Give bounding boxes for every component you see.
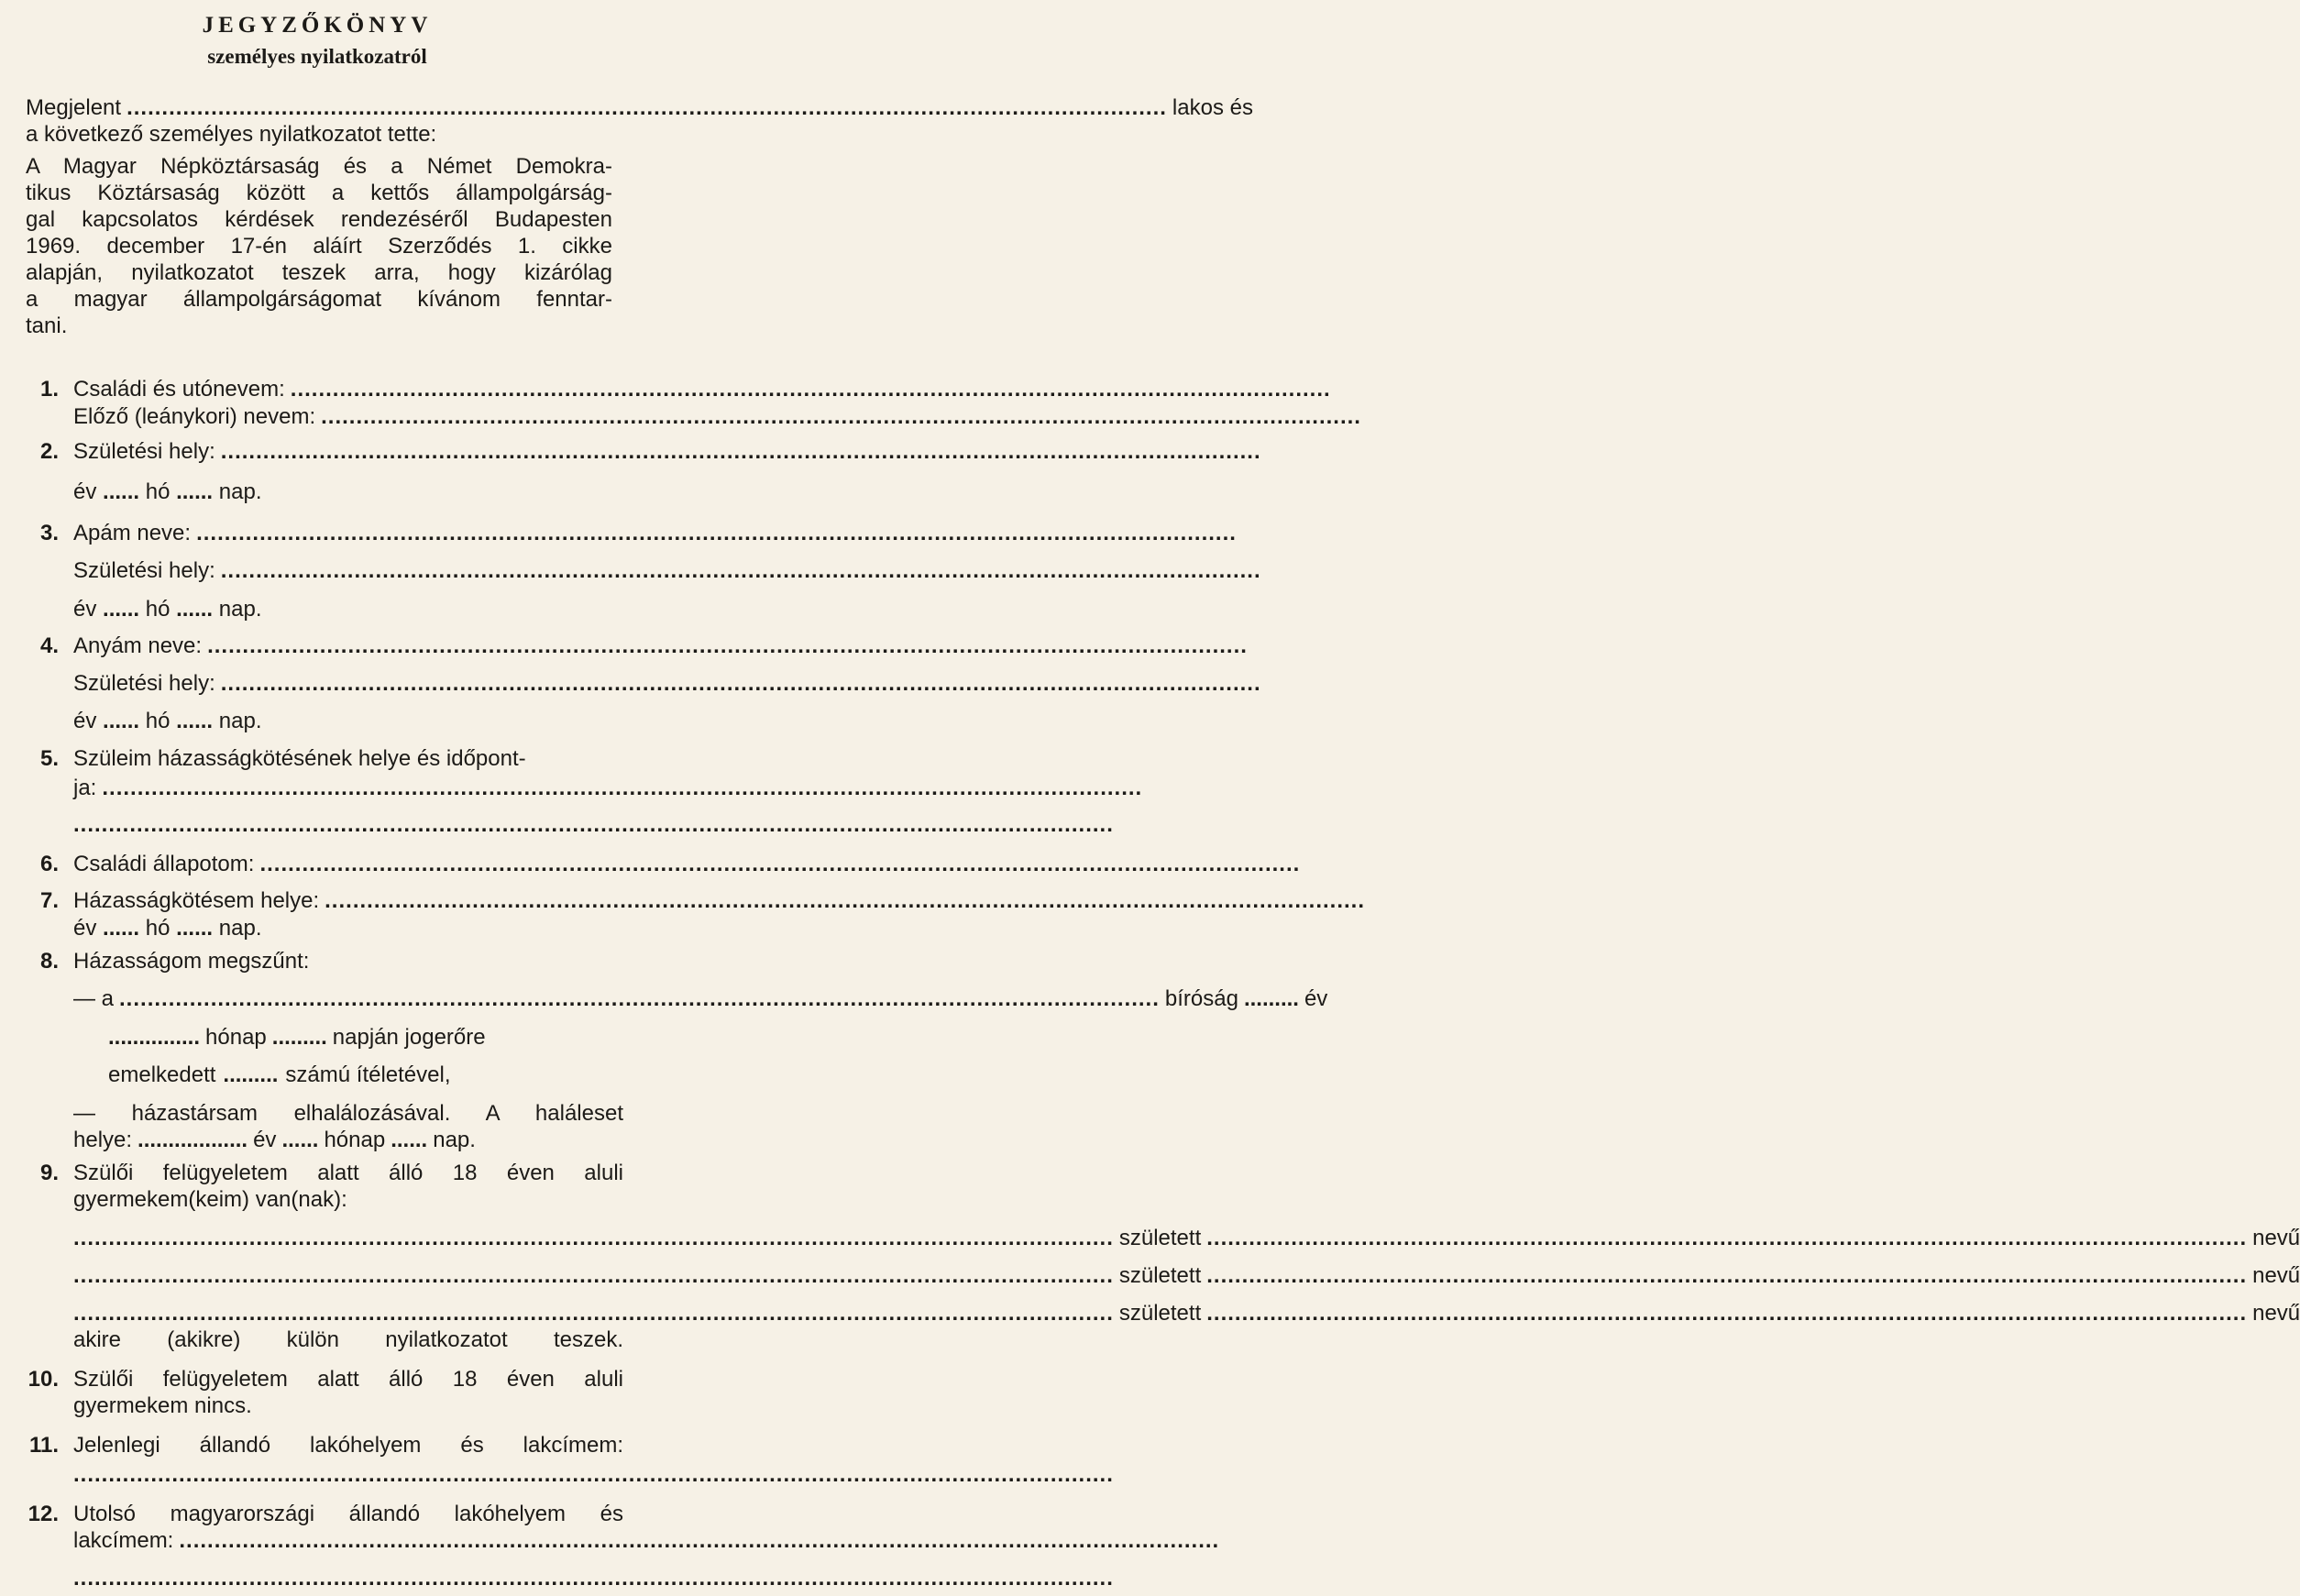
born-label: született <box>1118 1226 1202 1250</box>
child-row-1 <box>73 1225 2300 1252</box>
item-11-line-b <box>73 1461 1114 1489</box>
item-10-line-b: gyermekem nincs. <box>73 1393 252 1418</box>
item-number-2: 2. <box>39 439 59 464</box>
court-field[interactable]: .................................................................................................................................................... <box>119 986 1160 1011</box>
year-label: év <box>73 597 97 622</box>
item-7-line-a <box>73 887 1365 915</box>
parents-marriage-field-2[interactable]: .................................................................................................................................................... <box>73 812 1114 837</box>
child-born-field-3[interactable]: .................................................................................................................................................... <box>1206 1301 2248 1326</box>
intro-line-1 <box>26 94 1253 122</box>
item-number-6: 6. <box>39 852 59 876</box>
death-place-field[interactable]: .................. <box>138 1128 248 1152</box>
document-title: JEGYZŐKÖNYV <box>202 13 433 38</box>
name-field[interactable]: .................................................................................................................................................... <box>127 95 1167 120</box>
day-label: nap. <box>218 597 262 622</box>
item-number-9: 9. <box>39 1161 59 1185</box>
para-line-2: tikus Köztársaság között a kettős állampolgárság- <box>26 181 612 205</box>
para-line-7: tani. <box>26 314 68 338</box>
year-field[interactable]: ...... <box>103 709 140 733</box>
mother-birthplace-field[interactable]: .................................................................................................................................................... <box>220 671 1261 696</box>
year-field[interactable]: ...... <box>103 597 140 622</box>
item-number-10: 10. <box>28 1367 59 1392</box>
item-5-line-b <box>73 775 1143 802</box>
year-field[interactable]: ...... <box>103 916 140 941</box>
father-birthplace-label: Születési hely: <box>73 558 215 583</box>
current-address-field[interactable]: .................................................................................................................................................... <box>73 1462 1114 1487</box>
court-label: bíróság <box>1164 986 1238 1011</box>
item-12-line-a: Utolsó magyarországi állandó lakóhelyem és <box>73 1502 623 1526</box>
item-12-line-c <box>73 1565 1114 1592</box>
item-9-line-c: akire (akikre) külön nyilatkozatot teszek. <box>73 1327 623 1352</box>
court-year-field[interactable]: ......... <box>1243 986 1299 1011</box>
child-row-3 <box>73 1300 2300 1327</box>
item-number-12: 12. <box>28 1502 59 1526</box>
item-9-line-a: Szülői felügyeletem alatt álló 18 éven aluli <box>73 1161 623 1185</box>
item-11-line-a: Jelenlegi állandó lakóhelyem és lakcímem: <box>73 1433 623 1458</box>
lakos-label: lakos és <box>1172 95 1253 120</box>
month-field[interactable]: ...... <box>176 479 214 504</box>
named-label: nevű <box>2252 1301 2300 1326</box>
year-label: év <box>253 1128 277 1152</box>
father-name-field[interactable]: .................................................................................................................................................... <box>196 521 1237 545</box>
death-place-label: helye: <box>73 1128 133 1152</box>
para-line-1: A Magyar Népköztársaság és a Német Demokra- <box>26 154 612 179</box>
year-label: év <box>73 916 97 941</box>
parents-marriage-label: ja: <box>73 776 97 800</box>
item-7-date <box>73 915 262 942</box>
marriage-place-label: Házasságkötésem helye: <box>73 888 320 913</box>
born-label: született <box>1118 1301 1202 1326</box>
item-number-4: 4. <box>39 633 59 658</box>
month-field[interactable]: ...... <box>176 709 214 733</box>
item-3-line-b <box>73 557 1261 585</box>
item-9-line-b: gyermekem(keim) van(nak): <box>73 1187 347 1212</box>
year-label: év <box>73 709 97 733</box>
birthplace-field[interactable]: .................................................................................................................................................... <box>220 439 1261 464</box>
court-month-field[interactable]: ............... <box>108 1025 201 1050</box>
month-label: hó <box>145 479 171 504</box>
item-2-date <box>73 479 262 506</box>
item-5-line-a: Szüleim házasságkötésének helye és időpont- <box>73 746 526 771</box>
month-label: hó <box>145 597 171 622</box>
item-8-line-e: — házastársam elhalálozásával. A haláleset <box>73 1101 623 1126</box>
marital-status-label: Családi állapotom: <box>73 852 255 876</box>
last-address-field[interactable]: .................................................................................................................................................... <box>179 1528 1220 1553</box>
child-name-field-3[interactable]: .................................................................................................................................................... <box>73 1301 1114 1326</box>
day-label: nap. <box>218 479 262 504</box>
year-field[interactable]: ...... <box>103 479 140 504</box>
item-1-line-b <box>73 403 1361 431</box>
father-name-label: Apám neve: <box>73 521 192 545</box>
item-4-line-b <box>73 670 1261 698</box>
birthplace-label: Születési hely: <box>73 439 215 464</box>
item-number-5: 5. <box>39 746 59 771</box>
named-label: nevű <box>2252 1226 2300 1250</box>
mother-name-field[interactable]: .................................................................................................................................................... <box>207 633 1248 658</box>
judgment-number-field[interactable]: ......... <box>223 1062 279 1087</box>
born-label: született <box>1118 1263 1202 1288</box>
child-name-field-2[interactable]: .................................................................................................................................................... <box>73 1263 1114 1288</box>
mother-birthplace-label: Születési hely: <box>73 671 215 696</box>
final-label: napján jogerőre <box>332 1025 486 1050</box>
item-5-line-c <box>73 811 1114 839</box>
month-label: hónap <box>324 1128 386 1152</box>
item-8-line-d <box>73 1062 623 1089</box>
month-label: hónap <box>205 1025 267 1050</box>
child-born-field-2[interactable]: .................................................................................................................................................... <box>1206 1263 2248 1288</box>
child-name-field-1[interactable]: .................................................................................................................................................... <box>73 1226 1114 1250</box>
last-address-field-2[interactable]: .................................................................................................................................................... <box>73 1566 1114 1590</box>
named-label: nevű <box>2252 1263 2300 1288</box>
family-name-label: Családi és utónevem: <box>73 377 285 402</box>
month-label: hó <box>145 916 171 941</box>
previous-name-label: Előző (leánykori) nevem: <box>73 404 316 429</box>
parents-marriage-field[interactable]: .................................................................................................................................................... <box>102 776 1143 800</box>
item-10-line-a: Szülői felügyeletem alatt álló 18 éven aluli <box>73 1367 623 1392</box>
item-6-line <box>73 851 1301 878</box>
item-number-11: 11. <box>28 1433 59 1458</box>
item-number-8: 8. <box>39 949 59 974</box>
para-line-3: gal kapcsolatos kérdések rendezéséről Budapesten <box>26 207 612 232</box>
death-month-field[interactable]: ...... <box>391 1128 428 1152</box>
court-day-field[interactable]: ......... <box>271 1025 327 1050</box>
item-number-3: 3. <box>39 521 59 545</box>
previous-name-field[interactable]: .................................................................................................................................................... <box>321 404 1361 429</box>
month-field[interactable]: ...... <box>176 916 214 941</box>
dash-a-label: — a <box>73 986 115 1011</box>
death-year-field[interactable]: ...... <box>281 1128 319 1152</box>
last-address-label: lakcímem: <box>73 1528 174 1553</box>
item-3-date <box>73 596 262 623</box>
year-label: év <box>1304 986 1328 1011</box>
para-line-6: a magyar állampolgárságomat kívánom fenntar- <box>26 287 612 312</box>
item-8-line-c <box>73 1024 623 1051</box>
para-line-4: 1969. december 17-én aláírt Szerződés 1. cikke <box>26 234 612 259</box>
item-12-line-b <box>73 1527 1220 1555</box>
day-label: nap. <box>218 709 262 733</box>
family-name-field[interactable]: .................................................................................................................................................... <box>290 377 1331 402</box>
marriage-place-field[interactable]: .................................................................................................................................................... <box>325 888 1365 913</box>
item-2-line-a <box>73 438 1261 466</box>
day-label: nap. <box>433 1128 476 1152</box>
item-4-line-a <box>73 633 1248 660</box>
para-line-5: alapján, nyilatkozatot teszek arra, hogy kizárólag <box>26 260 612 285</box>
child-born-field-1[interactable]: .................................................................................................................................................... <box>1206 1226 2248 1250</box>
day-label: nap. <box>218 916 262 941</box>
item-number-7: 7. <box>39 888 59 913</box>
mother-name-label: Anyám neve: <box>73 633 203 658</box>
month-label: hó <box>145 709 171 733</box>
marital-status-field[interactable]: .................................................................................................................................................... <box>259 852 1301 876</box>
item-8-line-f <box>73 1127 623 1154</box>
item-3-line-a <box>73 520 1237 547</box>
item-4-date <box>73 708 262 735</box>
item-8-line-a: Házasságom megszűnt: <box>73 949 310 974</box>
father-birthplace-field[interactable]: .................................................................................................................................................... <box>220 558 1261 583</box>
item-8-line-b <box>73 985 1328 1013</box>
child-row-2 <box>73 1262 2300 1290</box>
emelkedett-label: emelkedett <box>108 1062 216 1087</box>
megjelent-label: Megjelent <box>26 95 122 120</box>
judgment-label: számú ítéletével, <box>285 1062 451 1087</box>
year-label: év <box>73 479 97 504</box>
item-1-line-a <box>73 376 1331 403</box>
item-number-1: 1. <box>39 377 59 402</box>
intro-line-2: a következő személyes nyilatkozatot tette: <box>26 122 437 147</box>
month-field[interactable]: ...... <box>176 597 214 622</box>
document-subtitle: személyes nyilatkozatról <box>207 45 427 68</box>
